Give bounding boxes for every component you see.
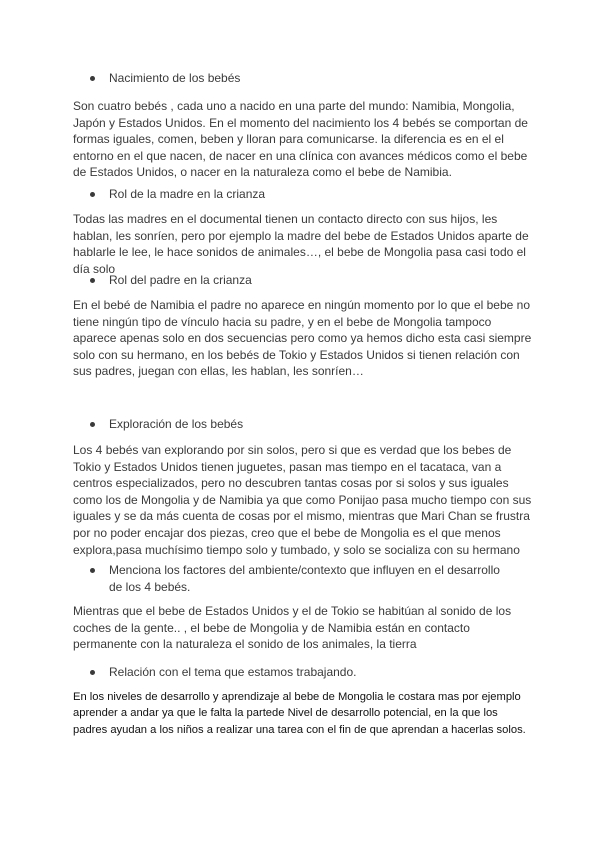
bullet-dot [90, 76, 95, 81]
bullet-dot [90, 568, 95, 573]
section-heading-factores [90, 562, 515, 596]
bullet-dot [90, 278, 95, 283]
heading-text: Nacimiento de los bebés [109, 71, 241, 85]
section-heading-rol-madre [90, 186, 530, 203]
paragraph-exploracion: Los 4 bebés van explorando por sin solos, pero si que es verdad que los bebes de Tokio y Estados Unidos tienen juguetes, pasan mas tiempo en el tacataca, van a centros especializados, pero no descubren tantas cosas por si solos y sus iguales como los de Mongolia y de Namibia ya que como Ponijao pasa mucho tiempo con sus iguales y se da más cuenta de cosas por el mismo, mientras que Mari Chan se frustra por no poder encajar dos piezas, creo que el bebe de Mongolia es el que menos explora,pasa muchísimo tiempo solo y tumbado, y solo se socializa con su hermano [73, 443, 532, 557]
paragraph-rol-madre: Todas las madres en el documental tienen un contacto directo con sus hijos, les hablan, les sonríen, pero por ejemplo la madre del bebe de Estados Unidos aparte de hablarle le lee, le hace sonidos de animales…, el bebe de Mongolia pasa casi todo el día solo [73, 212, 529, 276]
heading-text: Rol del padre en la crianza [109, 273, 252, 287]
section-heading-exploracion [90, 416, 530, 433]
section-heading-rol-padre [90, 272, 530, 289]
bullet-dot [90, 422, 95, 427]
paragraph-nacimiento: Son cuatro bebés , cada uno a nacido en una parte del mundo: Namibia, Mongolia, Japón y Estados Unidos. En el momento del nacimiento los 4 bebés se comportan de formas iguales, comen, beben y lloran para comunicarse. la diferencia es en el el entorno en el que nacen, de nacer en una clínica con avances médicos como el bebe de Estados Unidos, o nacer en la naturaleza como el bebe de Namibia. [73, 99, 528, 180]
bullet-dot [90, 670, 95, 675]
section-heading-nacimiento [90, 70, 530, 87]
paragraph-rol-padre: En el bebé de Namibia el padre no aparece en ningún momento por lo que el bebe no tiene ningún tipo de vínculo hacia su padre, y en el bebe de Mongolia tampoco aparece apenas solo en dos secuencias pero como ya hemos dicho esta casi siempre solo con su hermano, en los bebés de Tokio y Estados Unidos si tienen relación con sus padres, juegan con ellas, les hablan, les sonríen… [73, 298, 532, 379]
heading-text: Relación con el tema que estamos trabajando. [109, 665, 357, 679]
heading-text: Rol de la madre en la crianza [109, 187, 266, 201]
paragraph-relacion: En los niveles de desarrollo y aprendizaje al bebe de Mongolia le costara mas por ejemplo aprender a andar ya que le falta la partede Nivel de desarrollo potencial, en la que los padres ayudan a los niños a realizar una tarea con el fin de que aprendan a hacerlas solos. [73, 691, 526, 736]
section-heading-relacion [90, 664, 530, 681]
heading-text: Exploración de los bebés [109, 417, 244, 431]
heading-text: Menciona los factores del ambiente/contexto que influyen en el desarrollo de los 4 bebés. [109, 563, 500, 594]
bullet-dot [90, 192, 95, 197]
paragraph-factores: Mientras que el bebe de Estados Unidos y el de Tokio se habitúan al sonido de los coches de la gente.. , el bebe de Mongolia y de Namibia están en contacto permanente con la naturaleza el sonido de los animales, la tierra [73, 604, 512, 652]
